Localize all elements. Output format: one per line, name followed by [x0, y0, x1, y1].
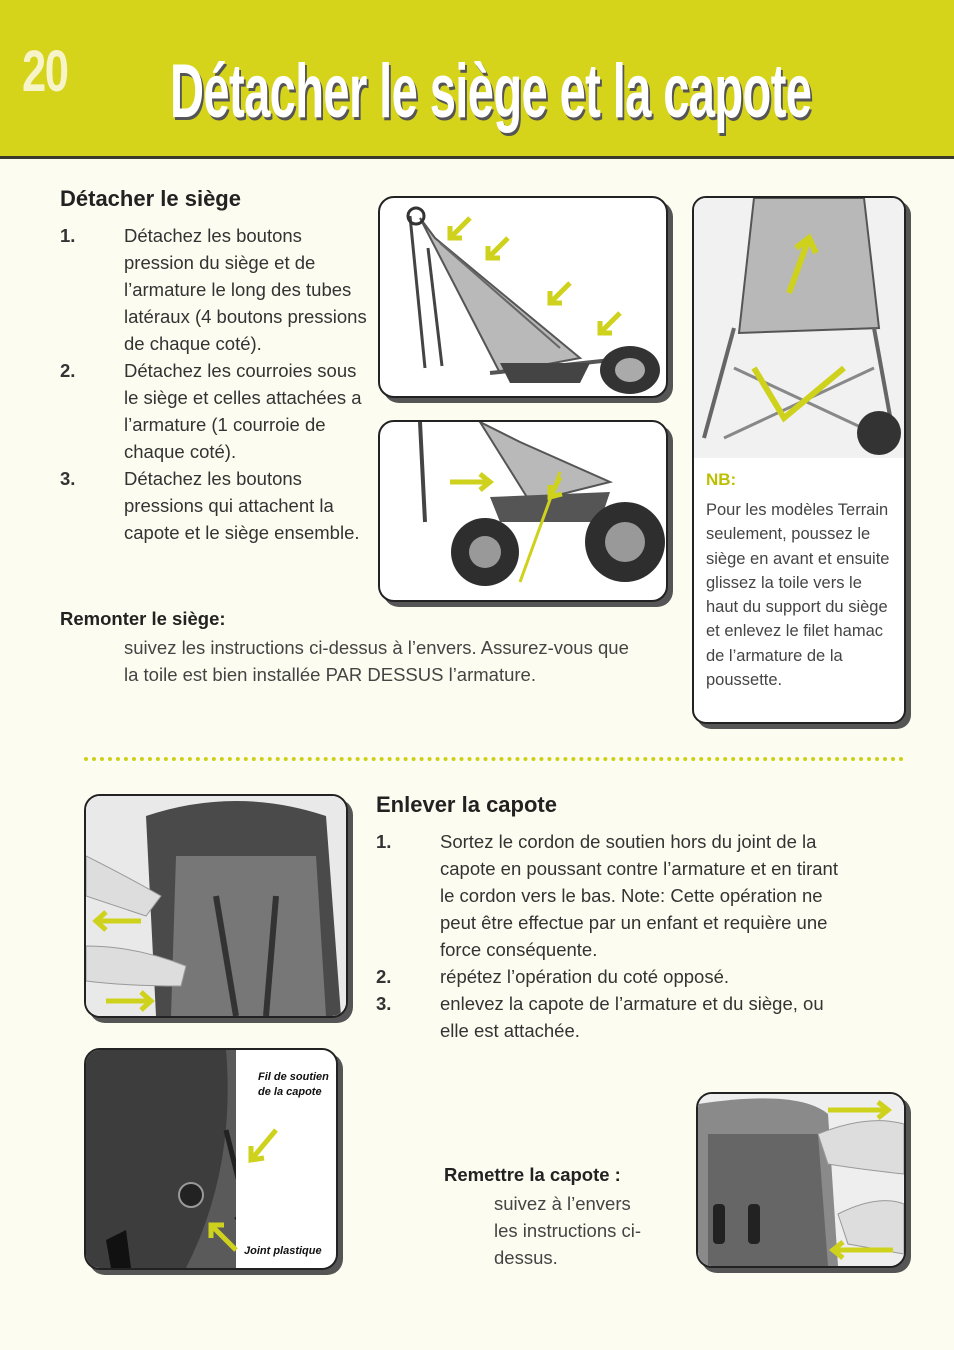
section-divider	[84, 757, 904, 761]
stroller-side-photo	[378, 196, 668, 398]
page-number: 20	[22, 39, 68, 104]
cord-label: Fil de soutien de la capote	[258, 1071, 329, 1098]
step-number: 2.	[376, 966, 392, 987]
step-text: Détachez les courroies sous le siège et celles attachées a l’armature (1 courroie de chaque coté).	[124, 360, 362, 462]
step-number: 1.	[376, 831, 392, 852]
step-number: 1.	[60, 225, 76, 246]
page-header	[0, 0, 954, 159]
note-title: NB:	[706, 470, 737, 489]
seat-support-photo	[694, 198, 904, 458]
step-number: 3.	[60, 468, 76, 489]
hood-refit-photo	[696, 1092, 906, 1268]
page-title: Détacher le siège et la capote	[170, 49, 812, 134]
refit-hood-heading: Remettre la capote :	[444, 1164, 621, 1185]
stroller-straps-photo	[378, 420, 668, 602]
step-number: 2.	[60, 360, 76, 381]
step-item	[376, 963, 846, 990]
step-text: répétez l’opération du coté opposé.	[440, 966, 730, 987]
step-item	[60, 222, 370, 357]
detach-seat-steps	[60, 222, 370, 546]
remove-hood-steps	[376, 828, 846, 1044]
hood-joint-photo	[84, 1048, 338, 1270]
step-item	[60, 465, 370, 546]
terrain-note-box	[692, 196, 906, 724]
remount-seat-heading: Remonter le siège:	[60, 608, 226, 629]
note-text: Pour les modèles Terrain seulement, poussez le siège en avant et ensuite glissez la toile vers le haut du support du siège et enlevez le filet hamac de l’armature de la poussette.	[706, 501, 890, 690]
step-item	[376, 828, 846, 963]
step-text: Sortez le cordon de soutien hors du joint de la capote en poussant contre l’armature et en tirant le cordon vers le bas. Note: Cette opération ne peut être effectue par un enfant et requière une force conséquente.	[440, 831, 838, 960]
step-text: enlevez la capote de l’armature et du siège, ou elle est attachée.	[440, 993, 824, 1041]
step-item	[376, 990, 846, 1044]
step-text: Détachez les boutons pressions qui attachent la capote et le siège ensemble.	[124, 468, 360, 543]
step-number: 3.	[376, 993, 392, 1014]
joint-label: Joint plastique	[244, 1245, 322, 1257]
step-text: Détachez les boutons pression du siège et de l’armature le long des tubes latéraux (4 boutons pressions de chaque coté).	[124, 225, 367, 354]
refit-hood-text: suivez à l’envers les instructions ci-dessus.	[494, 1193, 642, 1268]
remount-seat-text: suivez les instructions ci-dessus à l’envers. Assurez-vous que la toile est bien installée PAR DESSUS l’armature.	[124, 637, 629, 685]
detach-seat-heading: Détacher le siège	[60, 186, 241, 211]
step-item	[60, 357, 370, 465]
remove-hood-heading: Enlever la capote	[376, 792, 557, 817]
hood-hands-photo	[84, 794, 348, 1018]
